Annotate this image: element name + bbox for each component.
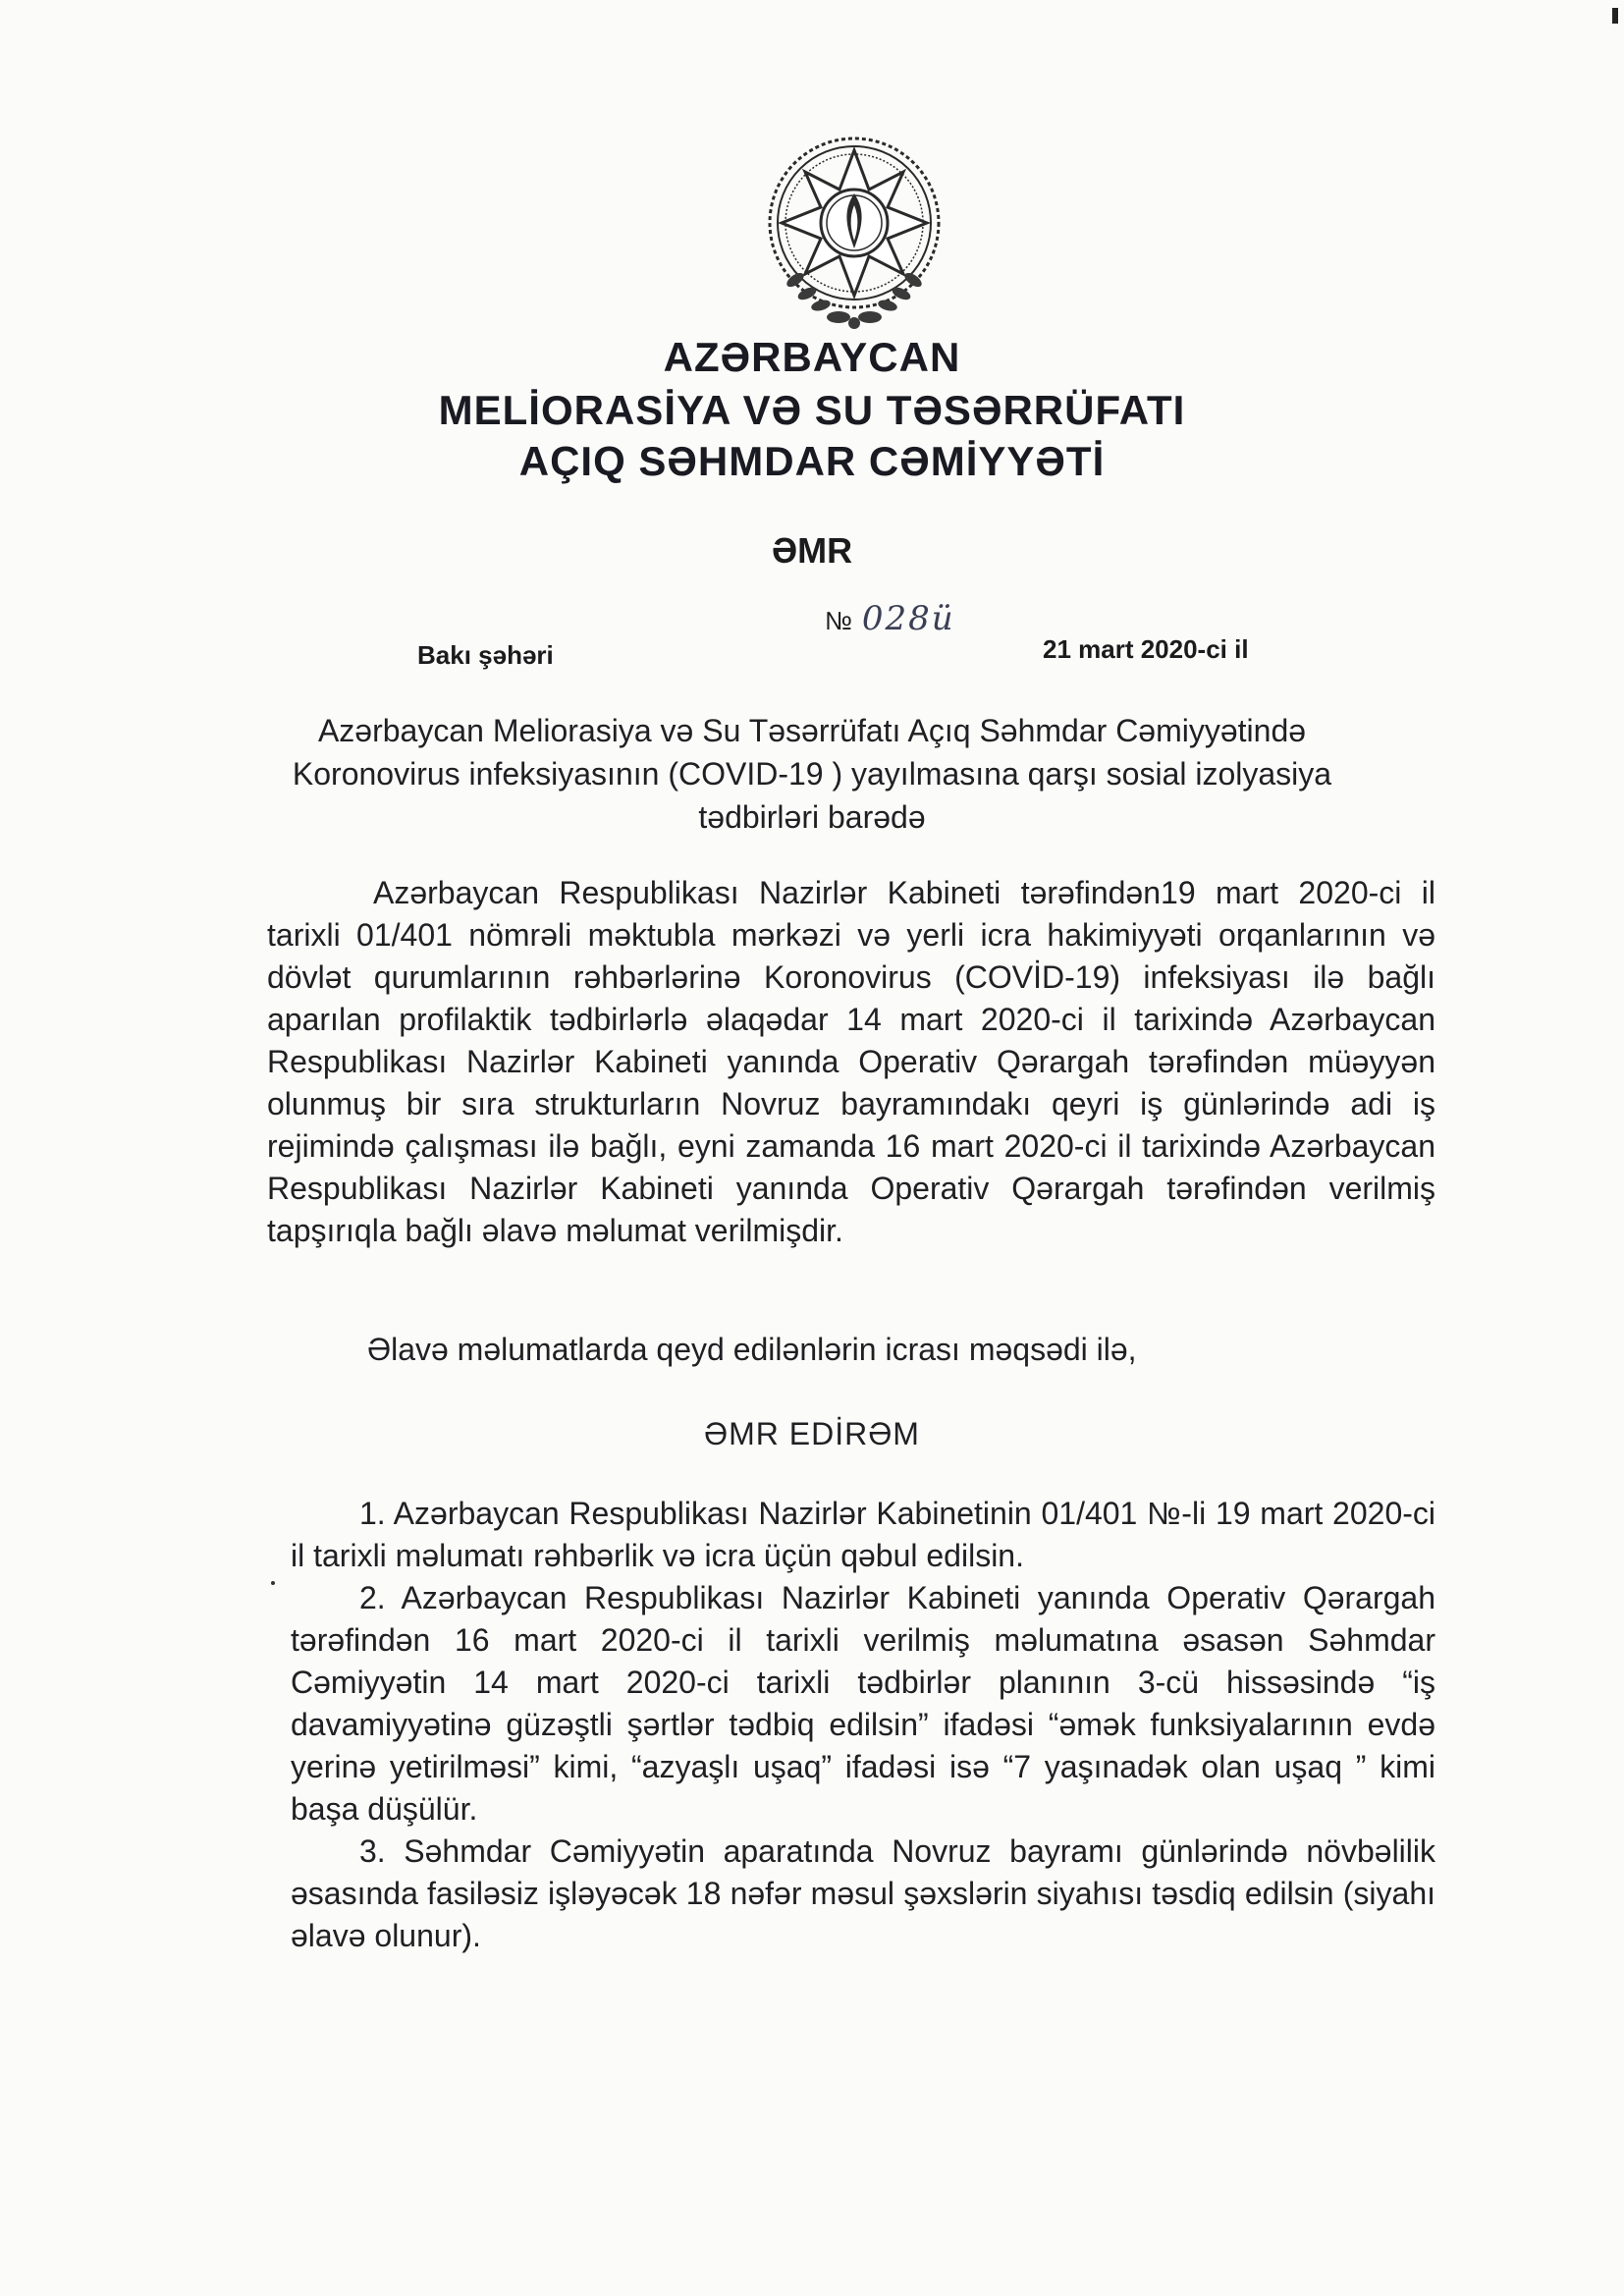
order-items-list <box>291 1493 1435 1957</box>
document-number <box>825 599 955 638</box>
organization-name-line1: AZƏRBAYCAN <box>663 334 961 380</box>
number-label: № <box>825 606 852 635</box>
body-paragraph: Azərbaycan Respublikası Nazirlər Kabineti tərəfindən19 mart 2020-ci il tarixli 01/401 nömrəli məktubla mərkəzi və yerli icra hakimiyyəti orqanlarının və dövlət qurumlarının rəhbərlərinə Koronovirus (COVİD-19) infeksiyası ilə bağlı aparılan profilaktik tədbirlərlə əlaqədar 14 mart 2020-ci il tarixində Azərbaycan Respublikası Nazirlər Kabineti yanında Operativ Qərargah tərəfindən müəyyən olunmuş bir sıra strukturların Novruz bayramındakı qeyri iş günlərində adi iş rejimində çalışması ilə bağlı, eyni zamanda 16 mart 2020-ci il tarixində Azərbaycan Respublikası Nazirlər Kabineti yanında Operativ Qərargah tərəfindən verilmiş tapşırıqla bağlı əlavə məlumat verilmişdir. <box>267 875 1435 1248</box>
margin-dot <box>271 1581 275 1585</box>
document-type: ƏMR <box>771 530 853 571</box>
order-item-3: 3. Səhmdar Cəmiyyətin aparatında Novruz bayramı günlərində növbəlilik əsasında fasiləsiz işləyəcək 18 nəfər məsul şəxslərin siyahısı təsdiq edilsin (siyahı əlavə olunur). <box>291 1833 1435 1953</box>
order-item-2: 2. Azərbaycan Respublikası Nazirlər Kabineti yanında Operativ Qərargah tərəfindən 16 mart 2020-ci il tarixli verilmiş məlumatına əsasən Səhmdar Cəmiyyətin 14 mart 2020-ci tarixli tədbirlər planının 3-cü hissəsində “iş davamiyyətinə güzəştli şərtlər tədbiq edilsin” ifadəsi “əmək funksiyalarının evdə yerinə yetirilməsi” kimi, “azyaşlı uşaq” ifadəsi isə “7 yaşınadək olan uşaq ” kimi başa düşülür. <box>291 1580 1435 1827</box>
order-item-1: 1. Azərbaycan Respublikası Nazirlər Kabinetinin 01/401 №-li 19 mart 2020-ci il tarixli məlumatı rəhbərlik və icra üçün qəbul edilsin. <box>291 1496 1435 1573</box>
organization-name-line2: MELİORASİYA VƏ SU TƏSƏRRÜFATI <box>438 387 1186 433</box>
scan-mark <box>1612 8 1618 24</box>
document-subject: Azərbaycan Meliorasiya və Su Təsərrüfatı Açıq Səhmdar Cəmiyyətində Koronovirus infeksiyasının (COVID-19 ) yayılmasına qarşı sosial izolyasiya tədbirləri barədə <box>292 713 1332 835</box>
organization-name-line3: AÇIQ SƏHMDAR CƏMİYYƏTİ <box>518 438 1106 484</box>
document-city: Bakı şəhəri <box>417 640 554 670</box>
handwritten-number: 028ü <box>861 599 955 638</box>
order-heading: ƏMR EDİRƏM <box>704 1416 920 1451</box>
document-date: 21 mart 2020-ci il <box>1043 634 1249 664</box>
azerbaijan-state-emblem-icon <box>756 133 952 334</box>
purpose-statement: Əlavə məlumatlarda qeyd edilənlərin icrası məqsədi ilə, <box>367 1332 1137 1367</box>
